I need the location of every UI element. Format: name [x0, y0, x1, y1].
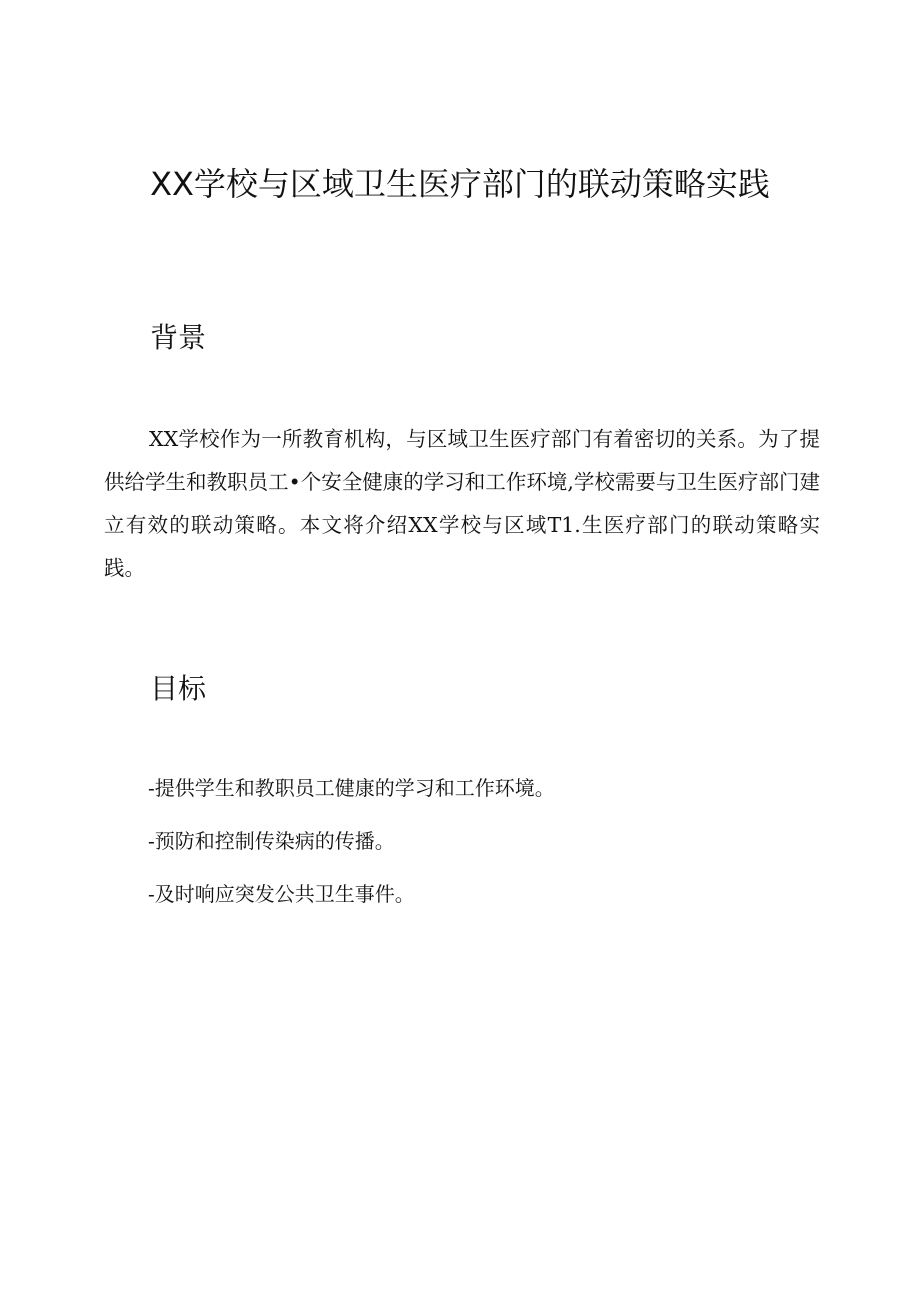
goal-item: -提供学生和教职员工健康的学习和工作环境。: [148, 776, 555, 800]
section-heading-goals: 目标: [150, 672, 207, 705]
goal-item: -预防和控制传染病的传播。: [148, 829, 395, 853]
goal-list: [148, 768, 555, 927]
section-heading-background: 背景: [150, 321, 207, 354]
document-title: XX学校与区域卫生医疗部门的联动策略实践: [150, 165, 770, 203]
goal-item: -及时响应突发公共卫生事件。: [148, 882, 415, 906]
background-paragraph: XX学校作为一所教育机构，与区域卫生医疗部门有着密切的关系。为了提供给学生和教职员工•个安全健康的学习和工作环境,学校需要与卫生医疗部门建立有效的联动策略。本文将介绍XX学校与区域T1.生医疗部门的联动策略实践。: [104, 427, 820, 580]
